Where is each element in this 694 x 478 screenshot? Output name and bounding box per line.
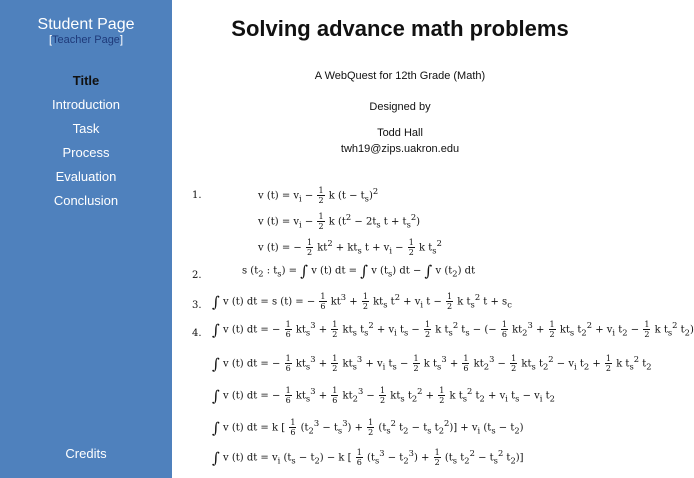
equation-1c: v (t) = − $\frac{1}{2}$ $kt^2 + kt_s$ $t + v_i$ − $\frac{1}{2}$ k $t_s^2$: [258, 238, 442, 258]
equation-4e: ∫ v (t) dt = $v_i$ $(t_s - t_2) - k$ [ $\frac{1}{6}$ $(t_s^3 - t_2^3)$ + $\frac{1}{2}$ ($t_s$ $t_2^2 - t_s^2$ $t_2$)]: [212, 448, 524, 468]
teacher-page-wrapper: [0, 33, 172, 47]
student-page-label: Student Page: [37, 16, 135, 33]
sidebar-nav: [0, 72, 172, 216]
sidebar: [0, 0, 172, 478]
teacher-page-link[interactable]: Teacher Page: [52, 34, 120, 46]
eq-number-2: 2.: [192, 270, 202, 281]
nav-item-process[interactable]: Process: [62, 145, 110, 160]
equation-4c: ∫ v (t) dt = − $\frac{1}{6}$ $kt_s^3$ + $\frac{1}{6}$ $kt_2^3$ − $\frac{1}{2}$ $kt_s$ $t_2^2$ + $\frac{1}{2}$ k $t_s^2$ $t_2 + v_i$ $t_s - v_i$ $t_2$: [212, 386, 555, 406]
nav-item-evaluation[interactable]: Evaluation: [55, 169, 117, 184]
main-content: [172, 0, 694, 478]
bracket-open: [: [48, 34, 53, 46]
eq-number-1: 1.: [192, 190, 202, 201]
bracket-close: ]: [119, 34, 123, 46]
nav-item-credits[interactable]: Credits: [65, 446, 107, 461]
equation-4d: ∫ v (t) dt = k [ $\frac{1}{6}$ $(t_2^3 - t_s^3)$ + $\frac{1}{2}$ ($t_s^2$ $t_2 - t_s$ $t_2^2)] + v_i$ $(t_s - t_2)$: [212, 418, 524, 438]
nav-item-conclusion[interactable]: Conclusion: [53, 193, 119, 208]
equation-4a: ∫ v (t) dt = − $\frac{1}{6}$ $kt_s^3$ + $\frac{1}{2}$ $kt_s$ $t_s^2 + v_i$ $t_s$ − $\frac{1}{2}$ k $t_s^2$ $t_s$ − (− $\frac{1}{6}$ $kt_2^3$ + $\frac{1}{2}$ $kt_s$ $t_2^2 + v_i$ $t_2$ − $\frac{1}{2}$ k $t_s^2$ $t_2$): [212, 320, 694, 340]
page-title: Solving advance math problems: [231, 16, 569, 41]
designed-by-label: Designed by: [369, 101, 431, 113]
equation-4b: ∫ v (t) dt = − $\frac{1}{6}$ $kt_s^3$ + $\frac{1}{2}$ $kt_s^3 + v_i$ $t_s$ − $\frac{1}{2}$ k $t_s^3$ + $\frac{1}{6}$ $kt_2^3$ − $\frac{1}{2}$ $kt_s$ $t_2^2 - v_i$ $t_2$ + $\frac{1}{2}$ k $t_s^2$ $t_2$: [212, 354, 652, 374]
nav-item-title[interactable]: Title: [72, 73, 100, 88]
equation-2: s ($t_2$ : $t_s$) = ∫ v (t) dt = ∫ v $(t_s)$ dt − ∫ v $(t_2)$ dt: [242, 262, 476, 280]
author-email[interactable]: twh19@zips.uakron.edu: [340, 143, 460, 155]
math-equations-figure: [172, 182, 694, 472]
nav-item-introduction[interactable]: Introduction: [52, 97, 120, 112]
equation-3: ∫ v (t) dt = s (t) = − $\frac{1}{6}$ $kt^3$ + $\frac{1}{2}$ $kt_s$ $t^2 + v_i$ t − $\frac{1}{2}$ k $t_s^2$ $t + s_c$: [212, 292, 512, 312]
subtitle: A WebQuest for 12th Grade (Math): [314, 70, 486, 82]
equation-1b: v $(t) = v_i$ − $\frac{1}{2}$ k ($t^2 - 2t_s$ $t + t_s^2$): [258, 212, 421, 232]
equation-1a: v $(t) = v_i$ − $\frac{1}{2}$ k $(t - t_s)^2$: [258, 186, 379, 206]
author-name: Todd Hall: [377, 127, 423, 139]
eq-number-4: 4.: [192, 328, 202, 339]
eq-number-3: 3.: [192, 300, 202, 311]
sidebar-header: [0, 0, 172, 47]
nav-item-task[interactable]: Task: [72, 121, 100, 136]
